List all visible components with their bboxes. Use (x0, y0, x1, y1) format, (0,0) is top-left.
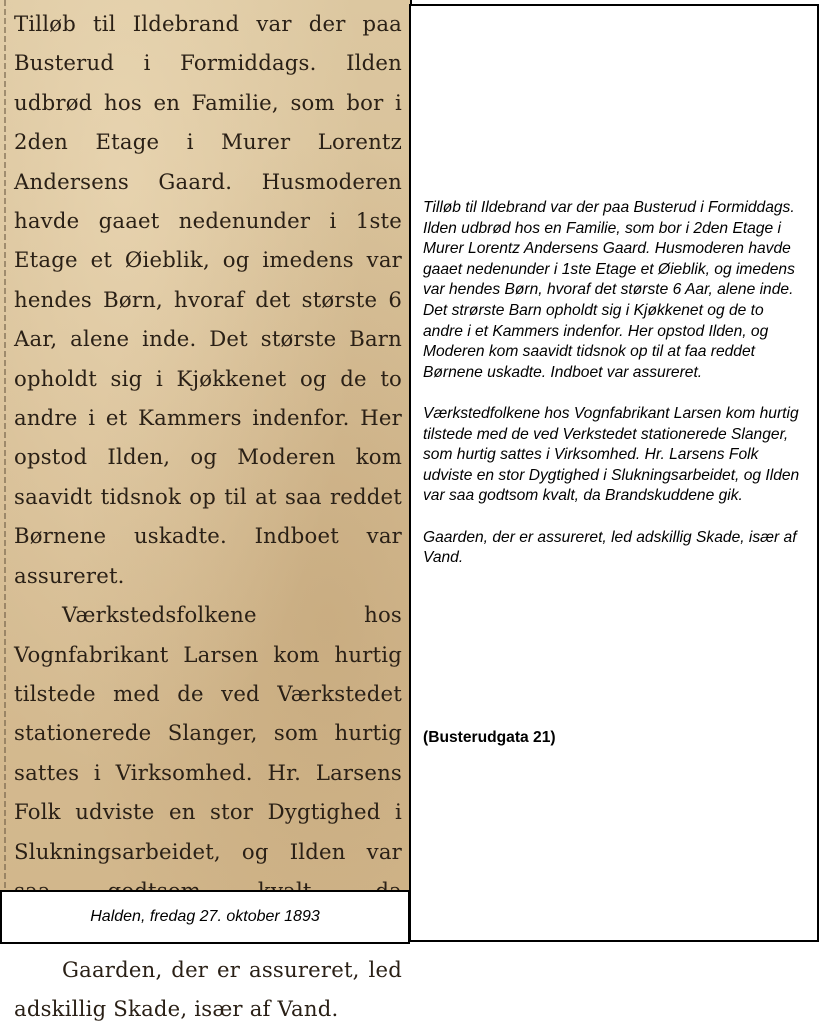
clipping-text (14, 4, 402, 1029)
transcription-box (409, 4, 819, 942)
transcription-paragraph-1: Tilløb til Ildebrand var der paa Busterud i Formiddags. Ilden udbrød hos en Familie, som bor i 2den Etage i Murer Lorentz Andersens Gaard. Husmoderen havde gaaet nedenunder i 1ste Etage et Øieblik, og imedens var hendes Børn, hvoraf det største 6 Aar, alene inde. Det strørste Barn opholdt sig i Kjøkkenet og de to andre i et Kammers indenfor. Her opstod Ilden, og Moderen kom saavidt tidsnok op til at faa reddet Børnene uskadte. Indboet var assureret. (423, 199, 795, 381)
transcription-paragraph-3: Gaarden, der er assureret, led adskillig Skade, især af Vand. (423, 528, 797, 567)
transcription-paragraph-2: Værkstedfolkene hos Vognfabrikant Larsen kom hurtig tilstede med de ved Verkstedet stationerede Slanger, som hurtig sattes i Virksomhed. Hr. Larsens Folk udviste en stor Dygtighed i Slukningsarbeidet, og Ilden var saa godtsom kvalt, da Brandskuddene gik. (423, 404, 800, 505)
transcription-text (423, 198, 807, 589)
clipping-paragraph-1: Tilløb til Ildebrand var der paa Busterud i Formiddags. Ilden udbrød hos en Familie, som bor i 2den Etage i Murer Lorentz Andersens Gaard. Husmoderen havde gaaet nedenunder i 1ste Etage et Øieblik, og imedens var hendes Børn, hvoraf det største 6 Aar, alene inde. Det største Barn opholdt sig i Kjøkkenet og de to andre i et Kammers indenfor. Her opstod Ilden, og Moderen kom saavidt tidsnok op til at saa reddet Børnene uskadte. Indboet var assureret. (14, 11, 402, 588)
transcription-source: (Busterudgata 21) (423, 729, 556, 746)
clipping-paragraph-3: Gaarden, der er assureret, led adskillig Skade, især af Vand. (14, 956, 402, 1022)
date-caption: Halden, fredag 27. oktober 1893 (90, 908, 320, 925)
date-caption-box (0, 890, 410, 944)
column-rule (4, 0, 6, 890)
clipping-paragraph-2: Værkstedsfolkene hos Vognfabrikant Larsen kom hurtig tilstede med de ved Værkstedet stationerede Slanger, som hurtig sattes i Virksomhed. Hr. Larsens Folk udviste en stor Dygtighed i Slukningsarbeidet, og Ilden var (14, 602, 402, 864)
